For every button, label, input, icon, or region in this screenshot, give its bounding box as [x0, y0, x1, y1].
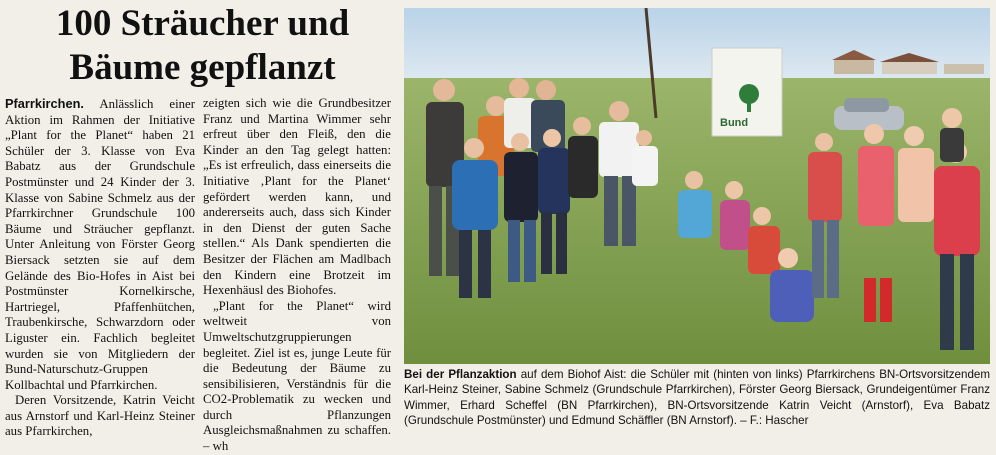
article-text: Anlässlich einer Aktion im Rahmen der Initiative „Plant for the Planet“ haben 21 Schüler der 3. Klasse von Eva Babatz aus der Grundschule Postmünster und 24 Kinder der 3. Klasse von Sabine Schmelz aus der Pfarrkirchner Grundschule 100 Bäume und Sträucher gepflanzt. Unter Anleitung von Förster Georg Biersack setzten sie auf dem Gelände des Bio-Hofes in Aist bei Postmünster Kornelkirsche, Hartriegel, Pfaffenhütchen, Traubenkirsche, Schwarzdorn oder Liguster ein. Fachlich begleitet wurden sie von Mitgliedern der Bund-Naturschutz-Gruppen Kollbachtal und Pfarrkirchen. — [5, 97, 195, 392]
article-paragraph — [5, 96, 195, 393]
article-paragraph: Deren Vorsitzende, Katrin Veicht aus Arnstorf und Karl-Heinz Steiner aus Pfarrkirchen, — [5, 393, 195, 439]
dateline: Pfarrkirchen. — [5, 96, 84, 111]
photo-caption — [404, 367, 990, 429]
photo-illustration — [404, 8, 990, 364]
group-photo — [404, 8, 990, 364]
banner-text-1: Bund — [720, 117, 749, 129]
caption-text: auf dem Biohof Aist: die Schüler mit (hinten von links) Pfarrkirchens BN-Ortsvorsitzendem Karl-Heinz Steiner, Sabine Schmelz (Grundschule Pfarrkirchen), Förster Georg Biersack, Grundeigentümer Franz Wimmer, Erhard Scheffel (BN Pfarrkirchen), BN-Ortsvorsitzende Katrin Veicht (Arnstorf), Eva Babatz (Grundschule Postmünster) und Edmund Schäffler (BN Arnstorf). – F.: Hascher — [404, 368, 991, 428]
article-paragraph: zeigten sich wie die Grundbesitzer Franz und Martina Wimmer sehr erfreut über den Fleiß, den die Kinder an den Tag gelegt hatten: „Es ist erfreulich, dass einerseits die Initiative ‚Plant for the Planet‘ gefördert werden kann, und andererseits auch, dass sich Kinder in den Dienst der guten Sache stellen.“ Als Dank spendierten die Besitzer der Flächen am Madlbach den Kindern eine Brotzeit im Hexenhäusl des Biohofes. — [203, 96, 391, 298]
article-column-1 — [5, 96, 195, 440]
headline — [10, 2, 395, 90]
article-paragraph: „Plant for the Planet“ wird weltweit von Umweltschutzgruppierungen begleitet. Ziel ist es, junge Leute für die Bedeutung der Bäume zu sensibilisieren, Verständnis für die CO2-Problematik zu wecken und durch Pflanzungen Ausgleichsmaßnahmen zu schaffen. – wh — [203, 298, 391, 454]
headline-line-2: Bäume gepflanzt — [69, 47, 336, 88]
bn-banner — [712, 48, 782, 136]
headline-line-1: 100 Sträucher und — [55, 3, 350, 44]
caption-lead: Bei der Pflanzaktion — [404, 368, 517, 381]
article-column-2 — [203, 96, 391, 455]
